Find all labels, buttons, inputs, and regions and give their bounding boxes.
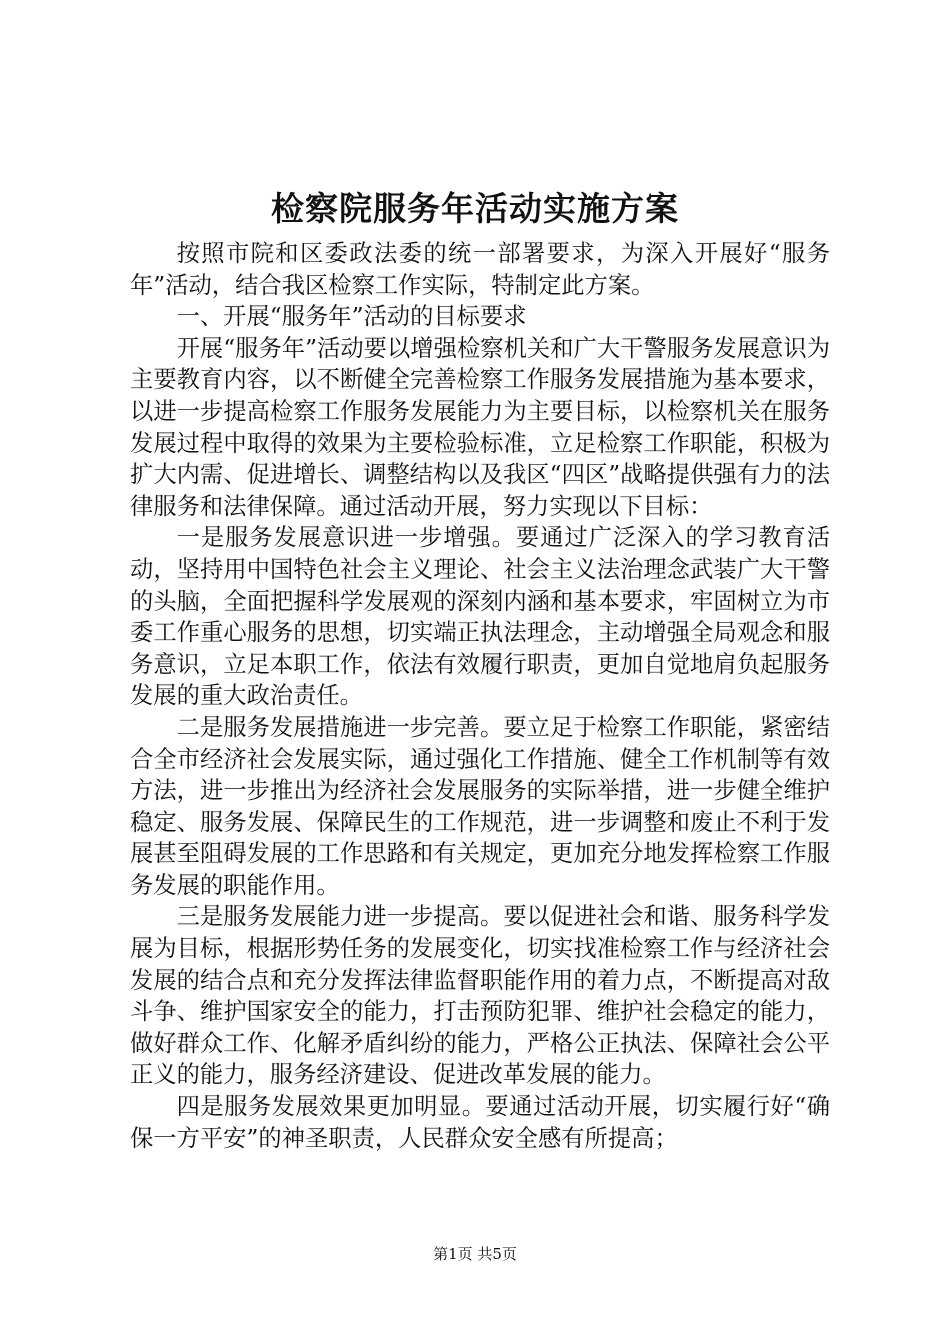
body-paragraph: 二是服务发展措施进一步完善。要立足于检察工作职能，紧密结合全市经济社会发展实际，通过强化工作措施、健全工作机制等有效方法，进一步推出为经济社会发展服务的实际举措，进一步健全维护稳定、服务发展、保障民生的工作规范，进一步调整和废止不利于发展甚至阻碍发展的工作思路和有关规定，更加充分地发挥检察工作服务发展的职能作用。	[130, 713, 830, 899]
body-paragraph: 开展“服务年”活动要以增强检察机关和广大干警服务发展意识为主要教育内容，以不断健全完善检察工作服务发展措施为基本要求，以进一步提高检察工作服务发展能力为主要目标，以检察机关在服务发展过程中取得的效果为主要检验标准，立足检察工作职能，积极为扩大内需、促进增长、调整结构以及我区“四区”战略提供强有力的法律服务和法律保障。通过活动开展，努力实现以下目标：	[130, 334, 830, 520]
section-heading: 一、开展“服务年”活动的目标要求	[176, 303, 527, 331]
document-title: 检察院服务年活动实施方案	[271, 189, 679, 228]
body-paragraph: 一是服务发展意识进一步增强。要通过广泛深入的学习教育活动，坚持用中国特色社会主义理论、社会主义法治理念武装广大干警的头脑，全面把握科学发展观的深刻内涵和基本要求，牢固树立为市委工作重心服务的思想，切实端正执法理念，主动增强全局观念和服务意识，立足本职工作，依法有效履行职责，更加自觉地肩负起服务发展的重大政治责任。	[130, 524, 830, 710]
document-body	[130, 238, 830, 1154]
body-paragraph: 四是服务发展效果更加明显。要通过活动开展，切实履行好“确保一方平安”的神圣职责，人民群众安全感有所提高；	[130, 1093, 830, 1152]
page-footer: 第1页 共5页	[433, 1245, 517, 1263]
body-paragraph: 三是服务发展能力进一步提高。要以促进社会和谐、服务科学发展为目标，根据形势任务的发展变化，切实找准检察工作与经济社会发展的结合点和充分发挥法律监督职能作用的着力点，不断提高对敌斗争、维护国家安全的能力，打击预防犯罪、维护社会稳定的能力，做好群众工作、化解矛盾纠纷的能力，严格公正执法、保障社会公平正义的能力，服务经济建设、促进改革发展的能力。	[130, 903, 830, 1089]
intro-paragraph: 按照市院和区委政法委的统一部署要求，为深入开展好“服务年”活动，结合我区检察工作实际，特制定此方案。	[130, 240, 830, 299]
